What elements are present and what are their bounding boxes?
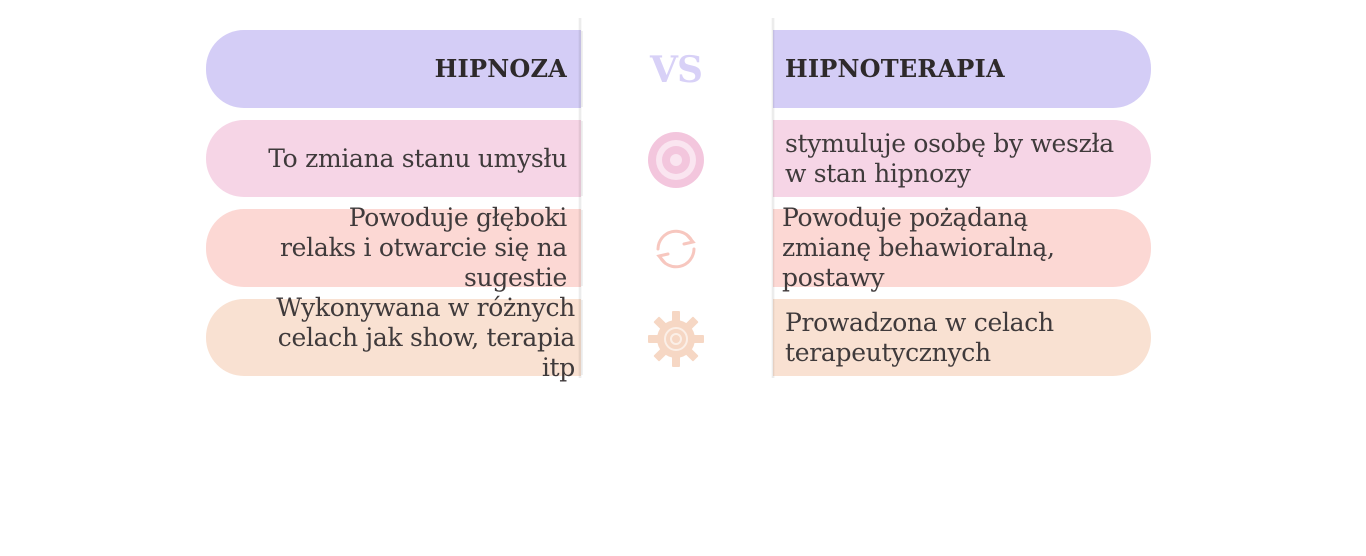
right-header bbox=[773, 30, 1151, 108]
right-header-title: HIPNOTERAPIA bbox=[785, 54, 1005, 83]
left-header bbox=[206, 30, 581, 108]
right-item-2 bbox=[773, 203, 1151, 292]
right-item-1 bbox=[773, 120, 1151, 197]
right-divider bbox=[771, 18, 775, 378]
left-item-3 bbox=[206, 292, 581, 382]
right-item-3 bbox=[773, 299, 1151, 376]
left-divider bbox=[578, 18, 582, 378]
left-item-1 bbox=[206, 120, 581, 197]
right-item-2-text: Powoduje pożądaną zmianę behawioralną, postawy bbox=[782, 203, 1055, 292]
right-item-1-text: stymuluje osobę by weszła w stan hipnozy bbox=[785, 128, 1114, 188]
right-item-3-text: Prowadzona w celach terapeutycznych bbox=[785, 307, 1054, 367]
cycle-arrows-icon bbox=[646, 219, 706, 279]
left-header-title: HIPNOZA bbox=[434, 54, 567, 83]
left-item-2 bbox=[206, 203, 581, 292]
left-item-3-text: Wykonywana w różnych celach jak show, terapia itp bbox=[276, 292, 575, 382]
target-icon bbox=[646, 130, 706, 190]
vs-label: VS bbox=[650, 49, 702, 91]
gear-icon bbox=[646, 309, 706, 369]
left-item-2-text: Powoduje głęboki relaks i otwarcie się na sugestie bbox=[280, 203, 567, 292]
left-item-1-text: To zmiana stanu umysłu bbox=[268, 143, 567, 173]
